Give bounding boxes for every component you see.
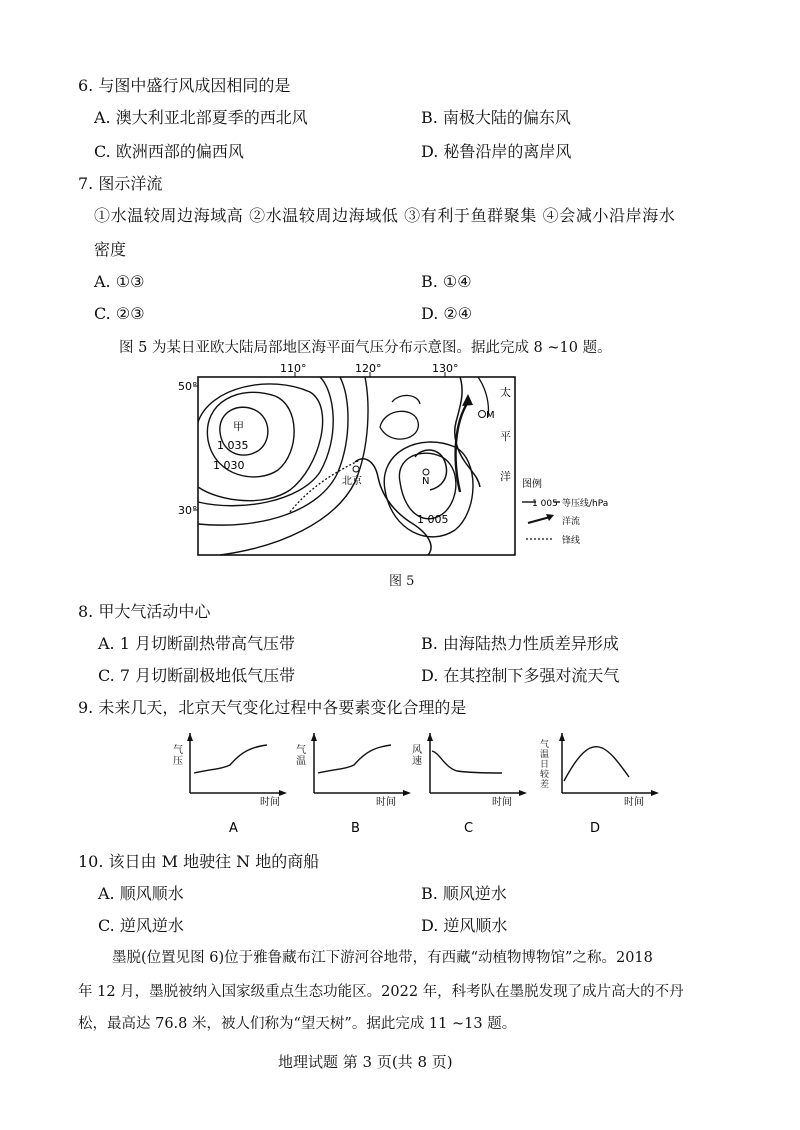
- figure6-intro-line2: 年 12 月，墨脱被纳入国家级重点生态功能区。2022 年，科考队在墨脱发现了成片高大的不丹: [78, 984, 684, 1000]
- q10-stem: 10. 该日由 M 地驶往 N 地的商船: [78, 852, 320, 871]
- q6-option-b: B. 南极大陆的偏东风: [421, 108, 571, 127]
- label-jia: 甲: [233, 420, 244, 433]
- q8-option-b: B. 由海陆热力性质差异形成: [421, 634, 619, 653]
- q6-stem: 6. 与图中盛行风成因相同的是: [78, 76, 291, 95]
- q8-stem: 8. 甲大气活动中心: [78, 602, 211, 621]
- q8-option-a: A. 1 月切断副热带高气压带: [98, 634, 295, 653]
- label-beijing: 北京: [342, 476, 362, 487]
- pressure-map: [160, 362, 660, 562]
- q9-d-xlabel: 时间: [624, 797, 644, 808]
- figure6-intro-line3: 松，最高达 76.8 米，被人们称为“望天树”。据此完成 11 ~13 题。: [78, 1016, 517, 1032]
- q9-b-ylabel: 气温: [296, 745, 306, 767]
- label-ocean-3: 洋: [500, 470, 511, 483]
- q9-stem: 9. 未来几天，北京天气变化过程中各要素变化合理的是: [78, 698, 467, 717]
- q10-option-b: B. 顺风逆水: [421, 884, 507, 903]
- q9-graph-c: [412, 733, 532, 843]
- q9-c-option: C: [464, 821, 474, 836]
- lat-label-30: 30°: [178, 504, 198, 517]
- legend-front: 锋线: [562, 536, 581, 546]
- page-footer: 地理试题 第 3 页(共 8 页): [278, 1053, 453, 1071]
- lon-label-110: 110°: [280, 362, 307, 375]
- q9-graph-a: [172, 733, 292, 843]
- q8-option-c: C. 7 月切断副极地低气压带: [98, 666, 296, 685]
- figure5-intro: 图 5 为某日亚欧大陆局部地区海平面气压分布示意图。据此完成 8 ~10 题。: [119, 340, 612, 356]
- figure6-intro-line1: 墨脱(位置见图 6)位于雅鲁藏布江下游河谷地带，有西藏“动植物博物馆”之称。2018: [112, 950, 653, 966]
- label-ocean-2: 平: [500, 430, 511, 443]
- q7-items-line2: 密度: [94, 240, 127, 259]
- label-1005: 1 005: [417, 513, 449, 526]
- lon-label-120: 120°: [355, 362, 382, 375]
- q9-a-option: A: [229, 821, 238, 836]
- legend-isobar-sample: 1 005: [532, 499, 558, 509]
- legend-isobar: 等压线/hPa: [562, 499, 609, 509]
- q7-option-a: A. ①③: [94, 272, 145, 291]
- q9-d-ylabel: 气温日较差: [540, 740, 550, 790]
- q9-graph-b: [296, 733, 416, 843]
- q9-a-ylabel: 气压: [173, 745, 183, 767]
- legend-current: 洋流: [562, 517, 581, 527]
- q9-graph-d: [544, 733, 664, 843]
- legend-title: 图例: [522, 479, 542, 490]
- lat-label-50: 50°: [178, 380, 198, 393]
- q7-items-line1: ①水温较周边海域高 ②水温较周边海域低 ③有利于鱼群聚集 ④会减小沿岸海水: [94, 206, 676, 225]
- q7-option-b: B. ①④: [421, 272, 472, 291]
- label-1035: 1 035: [217, 439, 249, 452]
- q6-option-d: D. 秘鲁沿岸的离岸风: [421, 142, 572, 161]
- q9-c-xlabel: 时间: [492, 797, 512, 808]
- q9-d-option: D: [590, 821, 601, 836]
- figure5-caption: 图 5: [389, 574, 415, 589]
- point-n: [423, 469, 429, 475]
- point-m: [479, 411, 486, 418]
- lon-label-130: 130°: [432, 362, 459, 375]
- q7-option-d: D. ②④: [421, 304, 473, 323]
- q9-b-option: B: [351, 821, 360, 836]
- q10-option-d: D. 逆风顺水: [421, 916, 508, 935]
- q6-option-a: A. 澳大利亚北部夏季的西北风: [94, 108, 308, 127]
- label-n: N: [422, 476, 430, 487]
- q7-option-c: C. ②③: [94, 304, 145, 323]
- beijing-point: [353, 466, 359, 472]
- label-ocean-1: 太: [500, 386, 511, 399]
- label-1030: 1 030: [213, 459, 245, 472]
- q9-c-ylabel: 风速: [412, 745, 422, 767]
- q6-option-c: C. 欧洲西部的偏西风: [94, 142, 244, 161]
- q9-a-xlabel: 时间: [260, 797, 280, 808]
- q9-b-xlabel: 时间: [376, 797, 396, 808]
- q8-option-d: D. 在其控制下多强对流天气: [421, 666, 620, 685]
- q10-option-c: C. 逆风逆水: [98, 916, 184, 935]
- q7-stem: 7. 图示洋流: [78, 174, 163, 193]
- korea-japan-coast: [455, 377, 480, 487]
- coastline: [355, 459, 431, 555]
- label-m: M: [486, 410, 495, 421]
- q10-option-a: A. 顺风顺水: [98, 884, 184, 903]
